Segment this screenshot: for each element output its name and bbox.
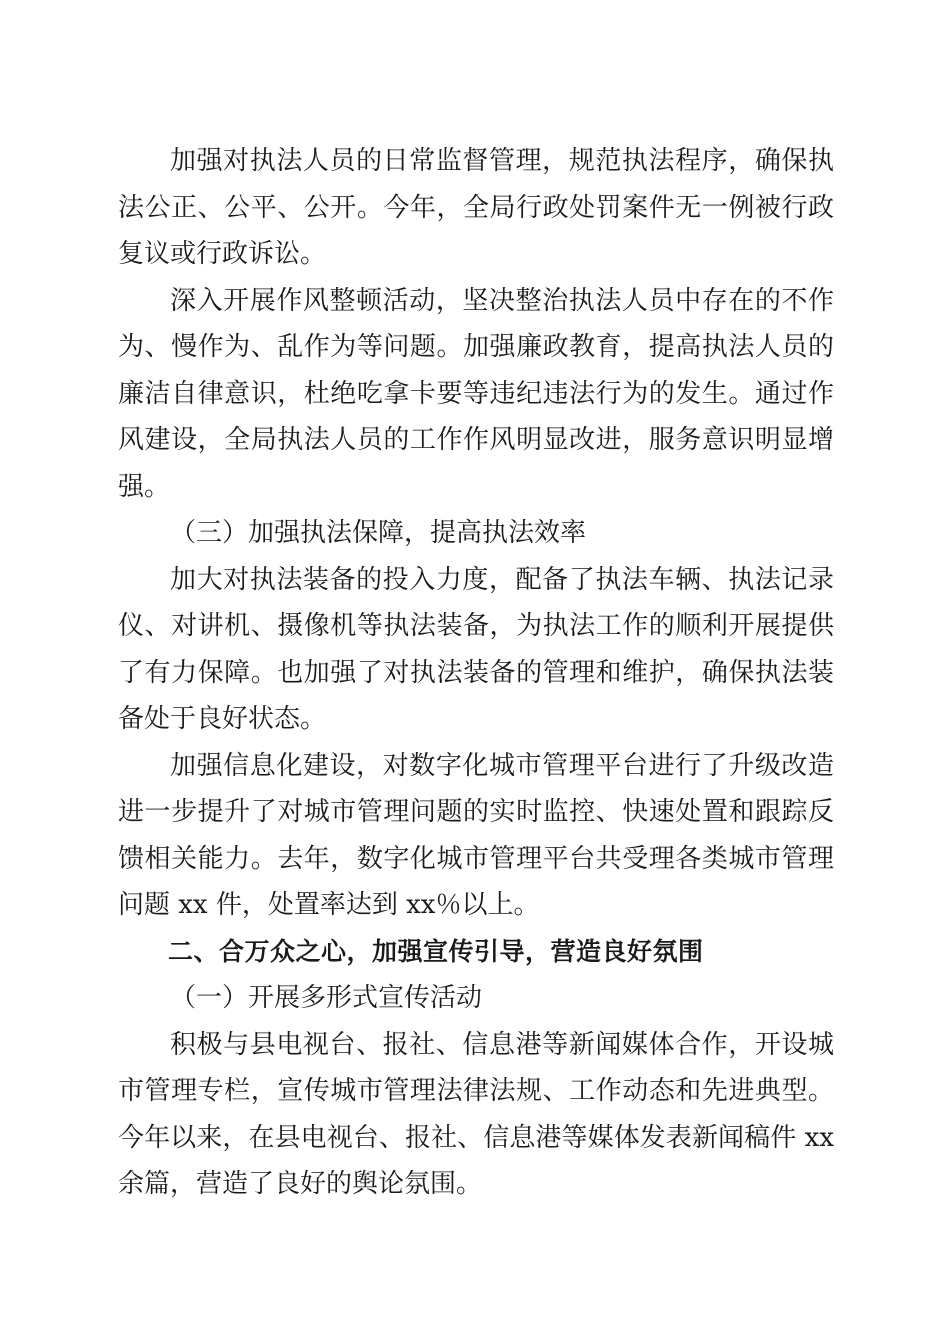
paragraph-supervision: 加强对执法人员的日常监督管理，规范执法程序，确保执法公正、公平、公开。今年，全局行政处罚案件无一例被行政复议或行政诉讼。 bbox=[118, 146, 834, 269]
paragraph-media-cooperation: 积极与县电视台、报社、信息港等新闻媒体合作，开设城市管理专栏，宣传城市管理法律法规、工作动态和先进典型。今年以来，在县电视台、报社、信息港等媒体发表新闻稿件 xx 余篇，营造了良好的舆论氛围。 bbox=[118, 1029, 834, 1199]
paragraph-work-style: 深入开展作风整顿活动，坚决整治执法人员中存在的不作为、慢作为、乱作为等问题。加强廉政教育，提高执法人员的廉洁自律意识，杜绝吃拿卡要等违纪违法行为的发生。通过作风建设，全局执法人员的工作作风明显改进，服务意识明显增强。 bbox=[118, 285, 834, 502]
document-body bbox=[118, 138, 834, 1208]
paragraph-equipment: 加大对执法装备的投入力度，配备了执法车辆、执法记录仪、对讲机、摄像机等执法装备，为执法工作的顺利开展提供了有力保障。也加强了对执法装备的管理和维护，确保执法装备处于良好状态。 bbox=[118, 564, 834, 734]
section-heading-publicity-activities: （一）开展多形式宣传活动 bbox=[170, 983, 483, 1013]
chapter-heading-publicity: 二、合万众之心，加强宣传引导，营造良好氛围 bbox=[168, 936, 704, 966]
section-heading-enforcement-support: （三）加强执法保障，提高执法效率 bbox=[170, 518, 587, 548]
paragraph-informatization: 加强信息化建设，对数字化城市管理平台进行了升级改造进一步提升了对城市管理问题的实时监控、快速处置和跟踪反馈相关能力。去年，数字化城市管理平台共受理各类城市管理问题 xx 件，处置率达到 xx％以上。 bbox=[118, 750, 834, 920]
